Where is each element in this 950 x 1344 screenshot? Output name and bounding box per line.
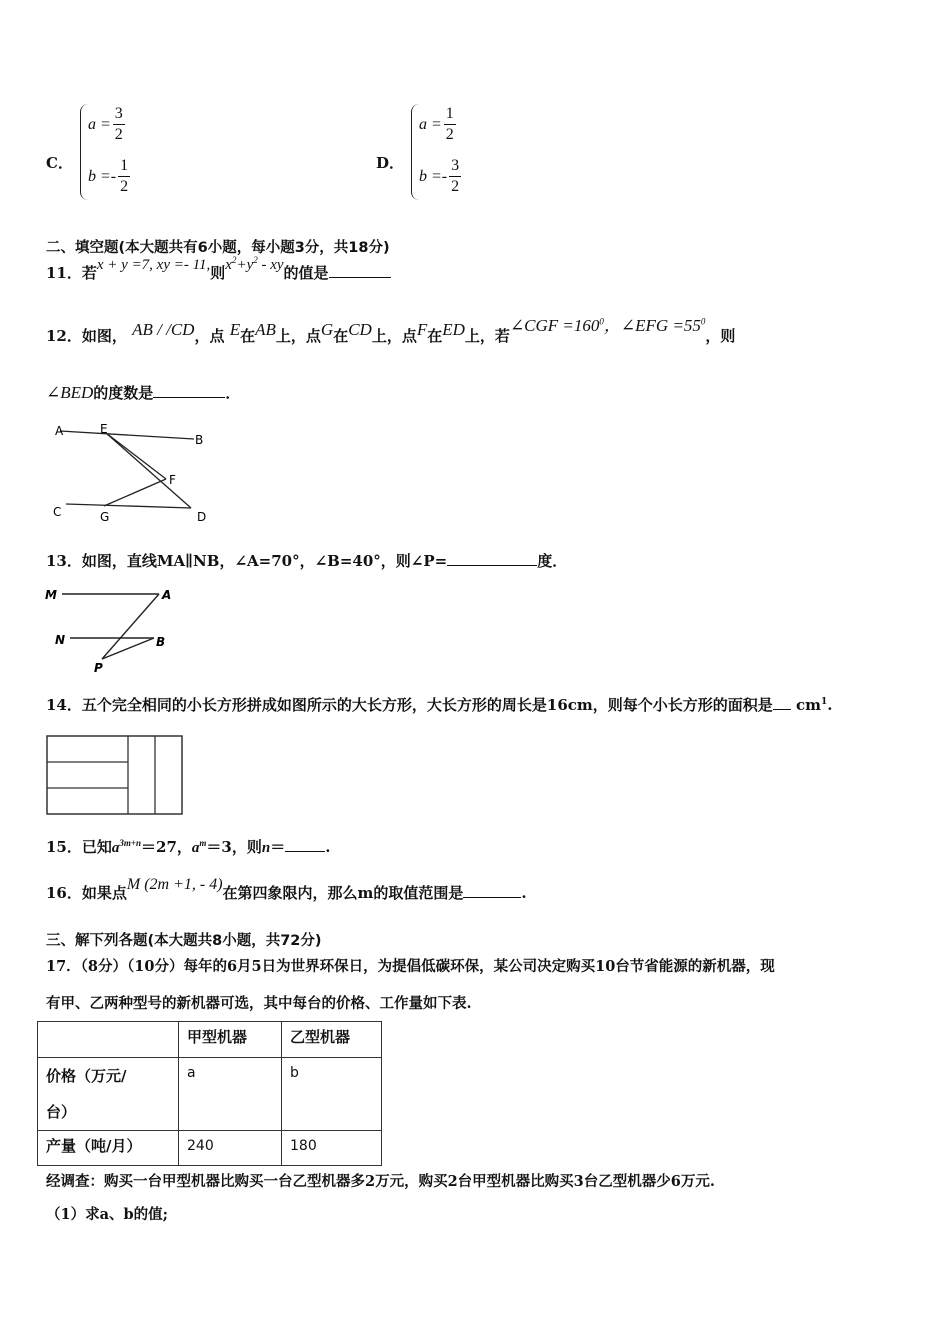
option-d-b-num: 3	[449, 156, 461, 177]
q11-xy: - xy	[257, 257, 284, 273]
option-d-eq-b	[419, 156, 461, 197]
option-d-a-lhs: a =	[419, 115, 442, 133]
q11-x-exponent: 2	[231, 255, 237, 265]
q15-exponent: 3m+n	[119, 838, 142, 848]
label-g: G	[100, 510, 110, 524]
table-header-cell: 乙型机器	[282, 1022, 382, 1058]
option-c-b-num: 1	[118, 156, 130, 177]
option-c-b-lhs: b =-	[88, 167, 117, 185]
table-row-label	[38, 1058, 179, 1131]
q16-point: M (2m +1, - 4)	[126, 876, 223, 893]
line-ef	[106, 433, 166, 479]
option-d-a-den: 2	[445, 126, 454, 143]
q12-prefix: 12．如图，	[46, 327, 127, 345]
q13-text: 13．如图，直线MA∥NB，∠A=70°，∠B=40°，则∠P=	[46, 552, 448, 570]
q15-eq3: ＝	[270, 838, 286, 856]
table-row-output	[38, 1131, 382, 1166]
option-d-b-den: 2	[451, 178, 460, 195]
q12-then: ，则	[705, 327, 736, 345]
table-row-label: 产量（吨/月）	[38, 1131, 179, 1166]
question-15	[46, 836, 330, 857]
figure-12	[44, 418, 224, 528]
table-header-cell	[38, 1022, 179, 1058]
table-cell: a	[179, 1058, 282, 1131]
q12-point-e: E	[229, 320, 241, 339]
question-17-line-2: 有甲、乙两种型号的新机器可选，其中每台的价格、工作量如下表.	[46, 995, 472, 1012]
option-c-a-num: 3	[113, 104, 125, 125]
q16-end: .	[521, 884, 527, 902]
question-12-ask	[46, 382, 240, 403]
q13-answer-blank	[447, 551, 537, 566]
q12-zai-1: 在	[240, 327, 256, 345]
q11-condition: x + y =7, xy =- 11,	[96, 257, 211, 273]
option-d-label: D．	[376, 154, 405, 172]
table-row-price	[38, 1058, 382, 1131]
label-d: D	[197, 510, 207, 524]
section-2-heading: 二、填空题(本大题共有6小题，每小题3分，共18分)	[46, 240, 390, 256]
q12-point-f: F	[416, 320, 428, 339]
q11-tail: 的值是	[283, 264, 329, 282]
label-b: B	[156, 635, 166, 649]
label-m: M	[45, 588, 57, 602]
q15-answer-blank	[285, 837, 325, 852]
question-11	[46, 255, 391, 283]
option-d-eq-a	[419, 104, 456, 145]
option-c-eq-a	[88, 104, 125, 145]
q14-end: .	[827, 696, 833, 714]
q12-zai-2: 在	[333, 327, 349, 345]
q11-answer-blank	[329, 263, 391, 278]
table-cell: b	[282, 1058, 382, 1131]
option-c-eq-b	[88, 156, 130, 197]
q12-cond-2: ，∠EFG =55	[603, 316, 701, 335]
q15-n: n	[261, 840, 271, 856]
label-a: A	[55, 424, 64, 438]
q11-y-exponent: 2	[253, 255, 258, 265]
question-17-survey: 经调查：购买一台甲型机器比购买一台乙型机器多2万元，购买2台甲型机器比购买3台乙型机器少6万元.	[46, 1173, 715, 1190]
question-17-part-1: （1）求a、b的值;	[46, 1206, 168, 1223]
price-label-line-1: 价格（万元/	[46, 1067, 127, 1085]
question-17-line-1: 17．（8分）（10分）每年的6月5日为世界环保日，为提倡低碳环保，某公司决定购买10台节省能源的新机器，现	[46, 958, 775, 975]
section-3-heading: 三、解下列各题(本大题共8小题，共72分)	[46, 933, 322, 949]
q12-point-g: G	[320, 320, 334, 339]
table-cell: 180	[282, 1131, 382, 1166]
q15-end: .	[325, 838, 331, 856]
q12-text-1: ，点	[194, 327, 225, 345]
q14-text: 14．五个完全相同的小长方形拼成如图所示的大长方形，大长方形的周长是16cm，则每个小长方形的面积是	[46, 696, 773, 714]
question-13	[46, 550, 567, 571]
q12-parallel: AB / /CD	[132, 320, 195, 339]
question-16	[46, 876, 527, 903]
q15-exponent2: m	[199, 838, 207, 848]
q16-suffix: 在第四象限内，那么m的取值范围是	[222, 884, 464, 902]
line-ed	[106, 433, 191, 508]
label-c: C	[53, 505, 62, 519]
q12-condition	[510, 316, 705, 335]
machine-spec-table	[37, 1021, 382, 1166]
q11-x: x	[225, 257, 232, 273]
price-label-line-2: 台）	[46, 1103, 77, 1121]
question-14	[46, 694, 833, 715]
figure-14	[46, 735, 186, 817]
q14-unit: cm	[796, 696, 822, 714]
q12-text-4: 上，若	[464, 327, 510, 345]
table-header-row	[38, 1022, 382, 1058]
option-c-b-den: 2	[120, 178, 129, 195]
label-b: B	[195, 433, 204, 447]
q16-answer-blank	[463, 883, 521, 898]
q12-ask-tail: 的度数是	[93, 384, 154, 402]
line-cd	[66, 504, 191, 508]
figure-13	[42, 583, 192, 678]
q15-base: a	[111, 840, 120, 856]
q15-prefix: 15．已知	[46, 838, 112, 856]
q14-unit-exponent: 1	[821, 697, 828, 707]
q12-deg-1: 0	[599, 316, 604, 327]
label-f: F	[169, 473, 176, 487]
option-d-a-num: 1	[444, 104, 456, 125]
table-cell: 240	[179, 1131, 282, 1166]
q12-text-2: 上，点	[275, 327, 321, 345]
option-c-a-den: 2	[114, 126, 123, 143]
option-d-b-lhs: b =-	[419, 167, 448, 185]
q11-prefix: 11．若	[46, 264, 97, 282]
q12-line-ed: ED	[442, 320, 465, 339]
q11-expression	[225, 257, 283, 273]
q13-tail: 度．	[537, 552, 568, 570]
table-header-cell: 甲型机器	[179, 1022, 282, 1058]
line-gf	[104, 479, 166, 506]
q11-y: +y	[236, 257, 254, 273]
q12-deg-2: 0	[700, 316, 706, 327]
line-pb	[102, 638, 154, 659]
q12-cond-1: ∠CGF =160	[509, 316, 600, 335]
q16-prefix: 16．如果点	[46, 884, 127, 902]
line-ap	[102, 594, 159, 659]
label-a: A	[162, 588, 172, 602]
q12-line-ab: AB	[255, 320, 276, 339]
q12-answer-blank	[153, 383, 225, 398]
q11-then: 则	[210, 264, 226, 282]
q15-eq2: ＝3，则	[206, 838, 262, 856]
option-c-label: C．	[46, 154, 73, 172]
outer-rectangle	[47, 736, 182, 814]
line-ab	[60, 431, 194, 439]
label-e: E	[100, 422, 108, 436]
q12-text-3: 上，点	[371, 327, 417, 345]
question-12	[46, 316, 736, 346]
q12-zai-3: 在	[427, 327, 443, 345]
q12-line-cd: CD	[348, 320, 372, 339]
q15-base2: a	[191, 840, 200, 856]
q15-eq1: ＝27，	[141, 838, 192, 856]
label-n: N	[55, 633, 66, 647]
q12-end: ．	[225, 384, 241, 402]
option-c-a-lhs: a =	[88, 115, 111, 133]
label-p: P	[94, 661, 103, 675]
q14-answer-blank	[773, 695, 791, 710]
q12-angle-bed: ∠BED	[46, 383, 94, 402]
